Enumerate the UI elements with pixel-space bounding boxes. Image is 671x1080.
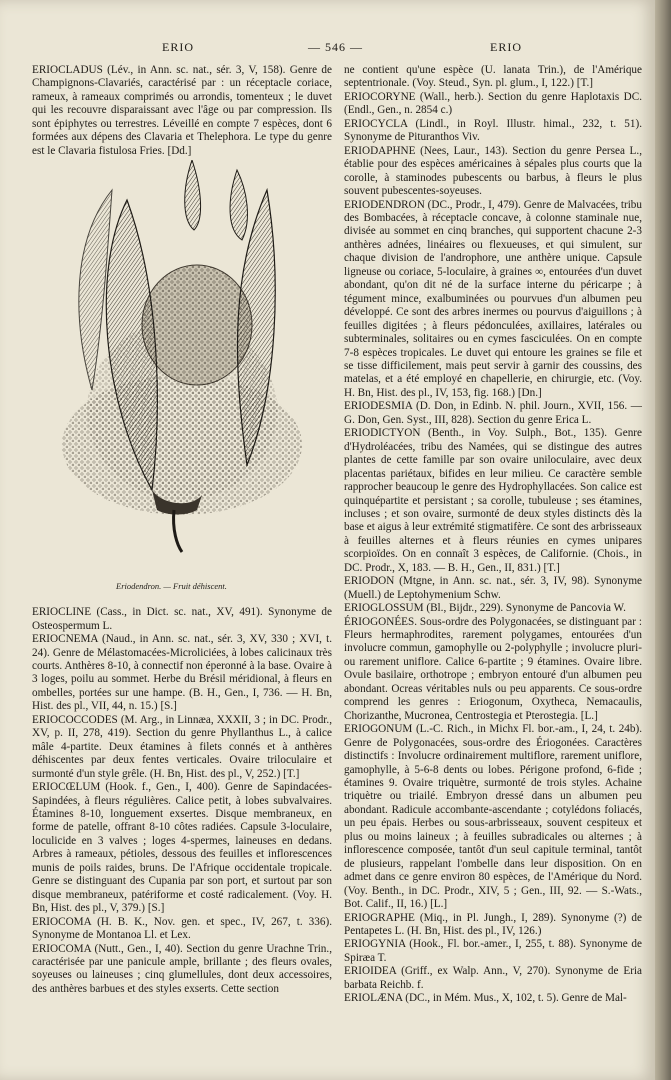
left-column bbox=[32, 64, 332, 996]
book-spine-shadow bbox=[655, 0, 671, 1080]
entry-eriocladus: ERIOCLADUS (Lév., in Ann. sc. nat., sér. 3, V, 158). Genre de Champignons-Clavariés, caractérisé par : un réceptacle coriace, rameux, à rameaux comprimés ou arrondis, tomenteux ; le duvet qui les recouvre disparaissant avec l'âge ou par compression. Ils sont épiphytes ou terrestres. Léveillé en compte 7 espèces, dont 6 formées aux dépens des Clavaria et Thelephora. Le type du genre est le Clavaria fistulosa Fries. [Dd.] bbox=[32, 64, 332, 157]
entry-eriocoma-hbk: ERIOCOMA (H. B. K., Nov. gen. et spec., IV, 267, t. 336). Synonyme de Montanoa Ll. et Lex. bbox=[32, 915, 332, 942]
entry-eriococcodes: ERIOCOCCODES (M. Arg., in Linnæa, XXXII, 3 ; in DC. Prodr., XV, p. II, 278, 419). Section du genre Phyllanthus L., à calice mâle 4-partite. Deux étamines à filets connés et à anthères déhiscentes par deux fentes verticales. Ovaire triloculaire et surmonté d'un style grêle. (H. Bn, Hist. des pl., V, 252.) [T.] bbox=[32, 713, 332, 780]
entry-eriographe: ERIOGRAPHE (Miq., in Pl. Jungh., I, 289). Synonyme (?) de Pentapetes L. (H. Bn, Hist. des pl., IV, 126.) bbox=[344, 911, 642, 937]
entry-eriodictyon: ERIODICTYON (Benth., in Voy. Sulph., Bot., 135). Genre d'Hydroléacées, tribu des Namées, qui se distingue des autres plantes de cette famille par son ovaire uniloculaire, avec deux placentas pariétaux, bifides en leur milieu. Ce caractère semble rapprocher beaucoup le genre des Hydrophyllacées. Son calice est quinquépartite et persistant ; sa corolle, tubuleuse ; ses étamines, incluses ; et son ovaire, surmonté de deux styles distincts dès la base et aigus à leur extrémité stigmatifère. Ce sont des arbrisseaux à feuilles alternes et à fleurs réunies en cymes unipares scorpioïdes. On en connaît 3 espèces, de Californie. (Chois., in DC. Prodr., X, 183. — B. H., Gen., II, 831.) [T.] bbox=[344, 427, 642, 574]
entry-erioidea: ERIOIDEA (Griff., ex Walp. Ann., V, 270). Synonyme de Eria barbata Reichb. f. bbox=[344, 965, 642, 991]
figure-caption: Eriodendron. — Fruit déhiscent. bbox=[116, 581, 227, 592]
entry-eriodaphne: ERIODAPHNE (Nees, Laur., 143). Section du genre Persea L., établie pour des espèces américaines à sépales plus courts que la corolle, à staminodes pubescents ou barbus, à fleurs le plus souvent pubescentes-soyeuses. bbox=[344, 144, 642, 198]
entry-eriodendron: ERIODENDRON (DC., Prodr., I, 479). Genre de Malvacées, tribu des Bombacées, à réceptacle concave, à colonne staminale nue, divisée au sommet en cinq branches, qui supportent chacune 2-3 anthères adnées, linéaires ou flexueuses, et qui simulent, sur chaque division de l'androphore, une anthère unique. Capsule ligneuse ou coriace, 5-loculaire, à graines ∞, entourées d'un duvet abondant, qu'on dit né de la surface interne du péricarpe ; à tégument mince, exalbuminées ou pourvues d'un albumen peu développé. Ce sont des arbres inermes ou pourvus d'aiguillons ; à feuilles digitées ; à fleurs pédonculées, axillaires, latérales ou subterminales, solitaires ou en cymes fasciculées. On en compte 7-8 espèces tropicales. Le duvet qui entoure les graines se file et se tisse difficilement, mais peut servir à garnir des coussins, des matelas, et a été employé en chapellerie, en chirurgie, etc. (Voy. H. Bn, Hist. des pl., IV, 153, fig. 168.) [Dn.] bbox=[344, 198, 642, 399]
entry-eriodon: ERIODON (Mtgne, in Ann. sc. nat., sér. 3, IV, 98). Synonyme (Muell.) de Leptohymenium Schw. bbox=[344, 575, 642, 601]
fruit-engraving bbox=[32, 160, 332, 598]
entry-eriocnema: ERIOCNEMA (Naud., in Ann. sc. nat., sér. 3, XV, 330 ; XVI, t. 24). Genre de Mélastomacées-Microliciées, à lobes calicinaux très courts. Anthères 8-10, à connectif non éperonné à la base. Ovaire à 3 loges, poilu au sommet. Herbe du Brésil méridional, à fleurs en ombelles, portées sur une hampe. (B. H., Gen., I, 736. — H. Bn, Hist. des pl., VII, 44, n. 15.) [S.] bbox=[32, 633, 332, 713]
botanical-illustration bbox=[32, 160, 332, 598]
entry-eriodesmia: ERIODESMIA (D. Don, in Edinb. N. phil. Journ., XVII, 156. — G. Don, Gen. Syst., III, 828). Section du genre Erica L. bbox=[344, 400, 642, 426]
running-header bbox=[0, 40, 655, 60]
entry-erioglossum: ERIOGLOSSUM (Bl., Bijdr., 229). Synonyme de Pancovia W. bbox=[344, 602, 626, 615]
entry-continuation: ne contient qu'une espèce (U. lanata Trin.), de l'Amérique septentrionale. (Voy. Steud., Syn. pl. glum., I, 122.) [T.] bbox=[344, 64, 642, 90]
entry-eriocoelum: ERIOCŒLUM (Hook. f., Gen., I, 400). Genre de Sapindacées-Sapindées, à fleurs régulières. Calice petit, à lobes subvalvaires. Étamines 8-10, longuement exsertes. Disque membraneux, en forme de patelle, offrant 8-10 côtes radiées. Capsule 3-loculaire, loculicide en 3 valves ; loges 4-spermes, laineuses en dedans. Arbres à rameaux, pétioles, dessous des feuilles et inflorescences munis de poils raides, bruns. De l'Afrique occidentale tropicale. Genre se distinguant des Cupania par son port, et surtout par son disque membraneux, patériforme et costé radicalement. (Voy. H. Bn, Hist. des pl., V, 379.) [S.] bbox=[32, 781, 332, 915]
entry-eriocoma-nutt: ERIOCOMA (Nutt., Gen., I, 40). Section du genre Urachne Trin., caractérisée par une panicule ample, brillante ; des fleurs ovales, soyeuses ou laineuses ; cinq glumellules, dont deux accessoires, des anthères barbues et des styles exserts. Cette section bbox=[32, 942, 332, 995]
entry-eriogonees: ÉRIOGONÉES. Sous-ordre des Polygonacées, se distinguant par : Fleurs hermaphrodites, rarement polygames, entourées d'un involucre commun, gamophylle ou 2-polyphylle ; involucre pluri- ou rarement uniflore. Calice 6-partite ; 9 étamines. Ovaire libre. Ovule basilaire, orthotrope ; embryon entouré d'un albumen peu abondant. Ocreas véritables nuls ou peu apparents. Ce sous-ordre comprend les genres : Eriogonum, Oxytheca, Nemacaulis, Chorizanthe, Mucronea, Centrostegia et Pterostegia. [L.] bbox=[344, 615, 642, 722]
entry-eriogynia: ERIOGYNIA (Hook., Fl. bor.-amer., I, 255, t. 88). Synonyme de Spiræa T. bbox=[344, 938, 642, 964]
header-right-word: ERIO bbox=[490, 40, 522, 54]
entry-eriolaena: ERIOLÆNA (DC., in Mém. Mus., X, 102, t. 5). Genre de Mal- bbox=[344, 992, 627, 1005]
entry-eriocoryne: ERIOCORYNE (Wall., herb.). Section du genre Haplotaxis DC. (Endl., Gen., n. 2854 c.) bbox=[344, 90, 642, 117]
header-left-word: ERIO bbox=[162, 40, 194, 54]
entry-eriocycla: ERIOCYCLA (Lindl., in Royl. Illustr. himal., 232, t. 51). Synonyme de Pituranthos Viv. bbox=[344, 117, 642, 144]
right-column bbox=[344, 64, 642, 1006]
entry-eriogonum: ERIOGONUM (L.-C. Rich., in Michx Fl. bor.-am., I, 24, t. 24b). Genre de Polygonacées, sous-ordre des Ériogonées. Caractères distinctifs : Involucre ordinairement multiflore, rarement uniflore, gamophylle, à 5-6-8 dents ou lobes. Périgone profond, 6-fide ; étamines 9. Ovaire triquètre, surmonté de trois styles. Achaine triquètre ou triailé. Embryon dressé dans un albumen peu abondant. Radicule accombante-ascendante ; cotylédons foliacés, un peu épais. Herbes ou sous-arbrisseaux, souvent cespiteux et plus ou moins laineux ; à feuilles subradicales ou alternes ; à inflorescence composée, tantôt d'un seul capitule terminal, tantôt de plusieurs, rappelant l'ombelle dans leur disposition. On en admet dans ce genre environ 80 espèces, de l'Amérique du Nord. (Voy. Benth., in DC. Prodr., XIV, 5 ; Gen., III, 92. — S.-Wats., Bot. Calif., II, 16.) [L.] bbox=[344, 723, 642, 911]
entry-eriocline: ERIOCLINE (Cass., in Dict. sc. nat., XV, 491). Synonyme de Osteospermum L. bbox=[32, 606, 332, 632]
page-number: — 546 — bbox=[308, 40, 363, 54]
